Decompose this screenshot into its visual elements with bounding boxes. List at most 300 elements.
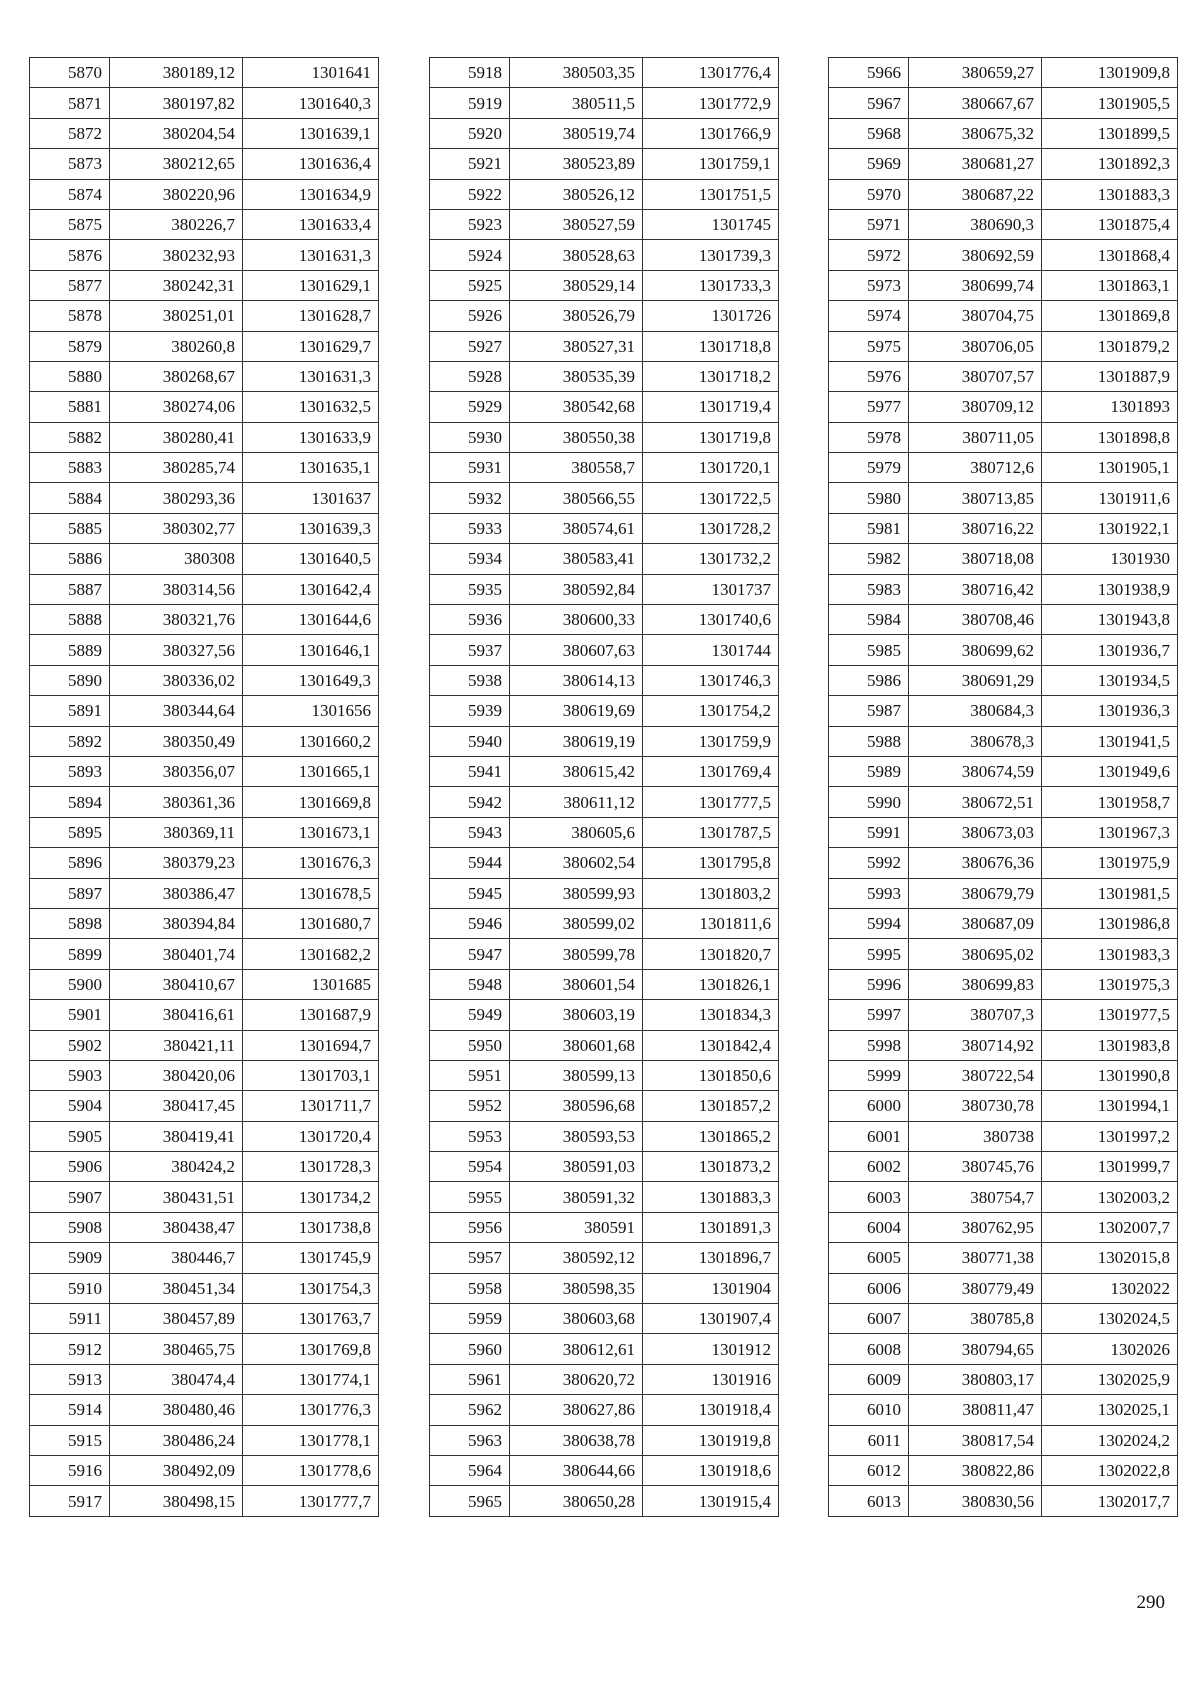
point-number-cell: 6001 — [829, 1121, 909, 1151]
y-coordinate-cell: 1301873,2 — [643, 1152, 779, 1182]
x-coordinate-cell: 380446,7 — [110, 1243, 243, 1273]
x-coordinate-cell: 380251,01 — [110, 301, 243, 331]
y-coordinate-cell: 1301922,1 — [1042, 513, 1178, 543]
x-coordinate-cell: 380327,56 — [110, 635, 243, 665]
table-row — [30, 726, 379, 756]
x-coordinate-cell: 380817,54 — [909, 1425, 1042, 1455]
x-coordinate-cell: 380681,27 — [909, 149, 1042, 179]
y-coordinate-cell: 1301776,4 — [643, 58, 779, 88]
point-number-cell: 5871 — [30, 88, 110, 118]
y-coordinate-cell: 1301892,3 — [1042, 149, 1178, 179]
point-number-cell: 5956 — [430, 1212, 510, 1242]
table-row — [430, 1304, 779, 1334]
x-coordinate-cell: 380615,42 — [510, 756, 643, 786]
coordinate-table-3 — [828, 57, 1178, 1517]
x-coordinate-cell: 380596,68 — [510, 1091, 643, 1121]
table-row — [430, 878, 779, 908]
point-number-cell: 5953 — [430, 1121, 510, 1151]
point-number-cell: 5999 — [829, 1060, 909, 1090]
table-row — [430, 301, 779, 331]
y-coordinate-cell: 1301711,7 — [243, 1091, 379, 1121]
y-coordinate-cell: 1301911,6 — [1042, 483, 1178, 513]
x-coordinate-cell: 380421,11 — [110, 1030, 243, 1060]
point-number-cell: 5960 — [430, 1334, 510, 1364]
x-coordinate-cell: 380644,66 — [510, 1455, 643, 1485]
table-row — [430, 1486, 779, 1516]
y-coordinate-cell: 1301938,9 — [1042, 574, 1178, 604]
y-coordinate-cell: 1301646,1 — [243, 635, 379, 665]
y-coordinate-cell: 1301631,3 — [243, 361, 379, 391]
x-coordinate-cell: 380574,61 — [510, 513, 643, 543]
point-number-cell: 5920 — [430, 118, 510, 148]
point-number-cell: 5907 — [30, 1182, 110, 1212]
x-coordinate-cell: 380302,77 — [110, 513, 243, 543]
y-coordinate-cell: 1301787,5 — [643, 817, 779, 847]
y-coordinate-cell: 1301629,7 — [243, 331, 379, 361]
table-row — [829, 240, 1178, 270]
table-row — [430, 1425, 779, 1455]
x-coordinate-cell: 380687,22 — [909, 179, 1042, 209]
table-row — [829, 1152, 1178, 1182]
y-coordinate-cell: 1301737 — [643, 574, 779, 604]
point-number-cell: 5921 — [430, 149, 510, 179]
table-row — [30, 1182, 379, 1212]
point-number-cell: 5906 — [30, 1152, 110, 1182]
y-coordinate-cell: 1301734,2 — [243, 1182, 379, 1212]
y-coordinate-cell: 1301685 — [243, 969, 379, 999]
point-number-cell: 5983 — [829, 574, 909, 604]
x-coordinate-cell: 380730,78 — [909, 1091, 1042, 1121]
y-coordinate-cell: 1301936,3 — [1042, 696, 1178, 726]
point-number-cell: 5962 — [430, 1395, 510, 1425]
y-coordinate-cell: 1301865,2 — [643, 1121, 779, 1151]
table-row — [30, 118, 379, 148]
x-coordinate-cell: 380526,12 — [510, 179, 643, 209]
y-coordinate-cell: 1301718,2 — [643, 361, 779, 391]
table-row — [30, 635, 379, 665]
point-number-cell: 5980 — [829, 483, 909, 513]
point-number-cell: 5874 — [30, 179, 110, 209]
point-number-cell: 5934 — [430, 544, 510, 574]
point-number-cell: 5895 — [30, 817, 110, 847]
y-coordinate-cell: 1301656 — [243, 696, 379, 726]
point-number-cell: 6011 — [829, 1425, 909, 1455]
table-row — [829, 331, 1178, 361]
y-coordinate-cell: 1301915,4 — [643, 1486, 779, 1516]
x-coordinate-cell: 380709,12 — [909, 392, 1042, 422]
point-number-cell: 5973 — [829, 270, 909, 300]
table-row — [30, 1091, 379, 1121]
point-number-cell: 5965 — [430, 1486, 510, 1516]
x-coordinate-cell: 380438,47 — [110, 1212, 243, 1242]
table-row — [430, 58, 779, 88]
x-coordinate-cell: 380369,11 — [110, 817, 243, 847]
y-coordinate-cell: 1301893 — [1042, 392, 1178, 422]
x-coordinate-cell: 380410,67 — [110, 969, 243, 999]
table-row — [30, 1304, 379, 1334]
table-row — [430, 726, 779, 756]
point-number-cell: 5898 — [30, 908, 110, 938]
table-row — [829, 1091, 1178, 1121]
y-coordinate-cell: 1301728,3 — [243, 1152, 379, 1182]
x-coordinate-cell: 380550,38 — [510, 422, 643, 452]
x-coordinate-cell: 380711,05 — [909, 422, 1042, 452]
point-number-cell: 5896 — [30, 848, 110, 878]
table-row — [430, 118, 779, 148]
y-coordinate-cell: 1301909,8 — [1042, 58, 1178, 88]
table-row — [829, 483, 1178, 513]
table-row — [829, 118, 1178, 148]
table-row — [829, 422, 1178, 452]
x-coordinate-cell: 380699,83 — [909, 969, 1042, 999]
x-coordinate-cell: 380605,6 — [510, 817, 643, 847]
y-coordinate-cell: 1301777,7 — [243, 1486, 379, 1516]
point-number-cell: 5880 — [30, 361, 110, 391]
table-row — [430, 1182, 779, 1212]
x-coordinate-cell: 380419,41 — [110, 1121, 243, 1151]
y-coordinate-cell: 1301899,5 — [1042, 118, 1178, 148]
table-row — [30, 483, 379, 513]
x-coordinate-cell: 380830,56 — [909, 1486, 1042, 1516]
point-number-cell: 5873 — [30, 149, 110, 179]
table-row — [30, 513, 379, 543]
y-coordinate-cell: 1302024,2 — [1042, 1425, 1178, 1455]
x-coordinate-cell: 380600,33 — [510, 605, 643, 635]
x-coordinate-cell: 380707,57 — [909, 361, 1042, 391]
x-coordinate-cell: 380528,63 — [510, 240, 643, 270]
point-number-cell: 5929 — [430, 392, 510, 422]
point-number-cell: 5875 — [30, 209, 110, 239]
table-row — [430, 240, 779, 270]
point-number-cell: 5903 — [30, 1060, 110, 1090]
x-coordinate-cell: 380738 — [909, 1121, 1042, 1151]
table-row — [430, 1243, 779, 1273]
x-coordinate-cell: 380285,74 — [110, 453, 243, 483]
x-coordinate-cell: 380593,53 — [510, 1121, 643, 1151]
x-coordinate-cell: 380356,07 — [110, 756, 243, 786]
point-number-cell: 5989 — [829, 756, 909, 786]
point-number-cell: 6008 — [829, 1334, 909, 1364]
table-row — [430, 696, 779, 726]
table-row — [829, 756, 1178, 786]
point-number-cell: 5985 — [829, 635, 909, 665]
table-row — [829, 817, 1178, 847]
point-number-cell: 5969 — [829, 149, 909, 179]
point-number-cell: 5878 — [30, 301, 110, 331]
point-number-cell: 6009 — [829, 1364, 909, 1394]
y-coordinate-cell: 1301977,5 — [1042, 1000, 1178, 1030]
x-coordinate-cell: 380498,15 — [110, 1486, 243, 1516]
table-row — [430, 361, 779, 391]
point-number-cell: 5990 — [829, 787, 909, 817]
table-row — [829, 361, 1178, 391]
x-coordinate-cell: 380803,17 — [909, 1364, 1042, 1394]
point-number-cell: 5939 — [430, 696, 510, 726]
table-row — [829, 1455, 1178, 1485]
point-number-cell: 6004 — [829, 1212, 909, 1242]
table-row — [30, 209, 379, 239]
y-coordinate-cell: 1301766,9 — [643, 118, 779, 148]
x-coordinate-cell: 380542,68 — [510, 392, 643, 422]
y-coordinate-cell: 1301649,3 — [243, 665, 379, 695]
table-row — [30, 574, 379, 604]
x-coordinate-cell: 380684,3 — [909, 696, 1042, 726]
x-coordinate-cell: 380197,82 — [110, 88, 243, 118]
x-coordinate-cell: 380650,28 — [510, 1486, 643, 1516]
table-row — [829, 574, 1178, 604]
y-coordinate-cell: 1301975,3 — [1042, 969, 1178, 999]
table-row — [30, 240, 379, 270]
point-number-cell: 5946 — [430, 908, 510, 938]
point-number-cell: 5913 — [30, 1364, 110, 1394]
point-number-cell: 5876 — [30, 240, 110, 270]
x-coordinate-cell: 380667,67 — [909, 88, 1042, 118]
point-number-cell: 6005 — [829, 1243, 909, 1273]
point-number-cell: 5998 — [829, 1030, 909, 1060]
point-number-cell: 5917 — [30, 1486, 110, 1516]
point-number-cell: 5928 — [430, 361, 510, 391]
point-number-cell: 6002 — [829, 1152, 909, 1182]
x-coordinate-cell: 380599,13 — [510, 1060, 643, 1090]
coordinate-table-body — [430, 58, 779, 1517]
table-row — [829, 1304, 1178, 1334]
table-row — [30, 544, 379, 574]
x-coordinate-cell: 380659,27 — [909, 58, 1042, 88]
table-row — [829, 1182, 1178, 1212]
x-coordinate-cell: 380535,39 — [510, 361, 643, 391]
y-coordinate-cell: 1302025,9 — [1042, 1364, 1178, 1394]
y-coordinate-cell: 1301678,5 — [243, 878, 379, 908]
y-coordinate-cell: 1301637 — [243, 483, 379, 513]
table-row — [430, 209, 779, 239]
point-number-cell: 5995 — [829, 939, 909, 969]
y-coordinate-cell: 1301680,7 — [243, 908, 379, 938]
point-number-cell: 5942 — [430, 787, 510, 817]
y-coordinate-cell: 1301687,9 — [243, 1000, 379, 1030]
x-coordinate-cell: 380673,03 — [909, 817, 1042, 847]
table-row — [430, 422, 779, 452]
y-coordinate-cell: 1301857,2 — [643, 1091, 779, 1121]
point-number-cell: 5975 — [829, 331, 909, 361]
y-coordinate-cell: 1301883,3 — [1042, 179, 1178, 209]
y-coordinate-cell: 1301918,6 — [643, 1455, 779, 1485]
point-number-cell: 5894 — [30, 787, 110, 817]
point-number-cell: 6003 — [829, 1182, 909, 1212]
point-number-cell: 5924 — [430, 240, 510, 270]
table-row — [829, 1364, 1178, 1394]
point-number-cell: 5944 — [430, 848, 510, 878]
coordinate-table-2 — [429, 57, 779, 1517]
table-row — [430, 1152, 779, 1182]
table-row — [30, 1243, 379, 1273]
y-coordinate-cell: 1301720,1 — [643, 453, 779, 483]
x-coordinate-cell: 380612,61 — [510, 1334, 643, 1364]
table-row — [829, 1425, 1178, 1455]
y-coordinate-cell: 1301891,3 — [643, 1212, 779, 1242]
point-number-cell: 5923 — [430, 209, 510, 239]
table-row — [430, 331, 779, 361]
y-coordinate-cell: 1301936,7 — [1042, 635, 1178, 665]
y-coordinate-cell: 1301744 — [643, 635, 779, 665]
table-row — [829, 301, 1178, 331]
x-coordinate-cell: 380492,09 — [110, 1455, 243, 1485]
table-row — [30, 1030, 379, 1060]
y-coordinate-cell: 1302026 — [1042, 1334, 1178, 1364]
x-coordinate-cell: 380321,76 — [110, 605, 243, 635]
y-coordinate-cell: 1301665,1 — [243, 756, 379, 786]
x-coordinate-cell: 380591,03 — [510, 1152, 643, 1182]
table-row — [30, 908, 379, 938]
y-coordinate-cell: 1301772,9 — [643, 88, 779, 118]
point-number-cell: 5940 — [430, 726, 510, 756]
page-number: 290 — [1136, 1592, 1165, 1613]
y-coordinate-cell: 1301631,3 — [243, 240, 379, 270]
y-coordinate-cell: 1301975,9 — [1042, 848, 1178, 878]
table-row — [829, 88, 1178, 118]
point-number-cell: 5890 — [30, 665, 110, 695]
table-row — [30, 1395, 379, 1425]
y-coordinate-cell: 1301912 — [643, 1334, 779, 1364]
point-number-cell: 5919 — [430, 88, 510, 118]
table-row — [430, 605, 779, 635]
y-coordinate-cell: 1301930 — [1042, 544, 1178, 574]
y-coordinate-cell: 1301997,2 — [1042, 1121, 1178, 1151]
x-coordinate-cell: 380260,8 — [110, 331, 243, 361]
table-row — [829, 1334, 1178, 1364]
y-coordinate-cell: 1301983,3 — [1042, 939, 1178, 969]
table-row — [30, 1364, 379, 1394]
y-coordinate-cell: 1301875,4 — [1042, 209, 1178, 239]
x-coordinate-cell: 380676,36 — [909, 848, 1042, 878]
x-coordinate-cell: 380674,59 — [909, 756, 1042, 786]
point-number-cell: 5930 — [430, 422, 510, 452]
table-row — [30, 756, 379, 786]
y-coordinate-cell: 1301634,9 — [243, 179, 379, 209]
point-number-cell: 5922 — [430, 179, 510, 209]
table-row — [30, 1060, 379, 1090]
x-coordinate-cell: 380242,31 — [110, 270, 243, 300]
table-row — [430, 908, 779, 938]
y-coordinate-cell: 1302024,5 — [1042, 1304, 1178, 1334]
y-coordinate-cell: 1302022,8 — [1042, 1455, 1178, 1485]
x-coordinate-cell: 380603,19 — [510, 1000, 643, 1030]
coordinate-table-body — [30, 58, 379, 1517]
y-coordinate-cell: 1301778,1 — [243, 1425, 379, 1455]
x-coordinate-cell: 380794,65 — [909, 1334, 1042, 1364]
table-row — [829, 848, 1178, 878]
point-number-cell: 5984 — [829, 605, 909, 635]
table-row — [430, 179, 779, 209]
point-number-cell: 5968 — [829, 118, 909, 148]
x-coordinate-cell: 380706,05 — [909, 331, 1042, 361]
x-coordinate-cell: 380638,78 — [510, 1425, 643, 1455]
x-coordinate-cell: 380690,3 — [909, 209, 1042, 239]
x-coordinate-cell: 380226,7 — [110, 209, 243, 239]
y-coordinate-cell: 1301803,2 — [643, 878, 779, 908]
x-coordinate-cell: 380401,74 — [110, 939, 243, 969]
y-coordinate-cell: 1301763,7 — [243, 1304, 379, 1334]
table-row — [430, 392, 779, 422]
point-number-cell: 5996 — [829, 969, 909, 999]
point-number-cell: 5991 — [829, 817, 909, 847]
x-coordinate-cell: 380599,78 — [510, 939, 643, 969]
table-row — [30, 392, 379, 422]
y-coordinate-cell: 1301879,2 — [1042, 331, 1178, 361]
table-row — [829, 878, 1178, 908]
point-number-cell: 5971 — [829, 209, 909, 239]
y-coordinate-cell: 1301720,4 — [243, 1121, 379, 1151]
table-row — [430, 574, 779, 604]
point-number-cell: 5958 — [430, 1273, 510, 1303]
x-coordinate-cell: 380675,32 — [909, 118, 1042, 148]
x-coordinate-cell: 380558,7 — [510, 453, 643, 483]
point-number-cell: 5951 — [430, 1060, 510, 1090]
x-coordinate-cell: 380614,13 — [510, 665, 643, 695]
y-coordinate-cell: 1301673,1 — [243, 817, 379, 847]
y-coordinate-cell: 1301751,5 — [643, 179, 779, 209]
y-coordinate-cell: 1301999,7 — [1042, 1152, 1178, 1182]
y-coordinate-cell: 1301754,3 — [243, 1273, 379, 1303]
x-coordinate-cell: 380692,59 — [909, 240, 1042, 270]
y-coordinate-cell: 1301820,7 — [643, 939, 779, 969]
x-coordinate-cell: 380527,59 — [510, 209, 643, 239]
x-coordinate-cell: 380716,42 — [909, 574, 1042, 604]
x-coordinate-cell: 380601,54 — [510, 969, 643, 999]
table-row — [30, 270, 379, 300]
point-number-cell: 5954 — [430, 1152, 510, 1182]
x-coordinate-cell: 380293,36 — [110, 483, 243, 513]
y-coordinate-cell: 1301981,5 — [1042, 878, 1178, 908]
table-row — [430, 483, 779, 513]
point-number-cell: 5926 — [430, 301, 510, 331]
x-coordinate-cell: 380232,93 — [110, 240, 243, 270]
y-coordinate-cell: 1302025,1 — [1042, 1395, 1178, 1425]
point-number-cell: 5901 — [30, 1000, 110, 1030]
x-coordinate-cell: 380350,49 — [110, 726, 243, 756]
x-coordinate-cell: 380691,29 — [909, 665, 1042, 695]
y-coordinate-cell: 1301949,6 — [1042, 756, 1178, 786]
table-row — [430, 1121, 779, 1151]
y-coordinate-cell: 1301642,4 — [243, 574, 379, 604]
y-coordinate-cell: 1301905,1 — [1042, 453, 1178, 483]
y-coordinate-cell: 1301811,6 — [643, 908, 779, 938]
table-row — [829, 1395, 1178, 1425]
x-coordinate-cell: 380603,68 — [510, 1304, 643, 1334]
x-coordinate-cell: 380672,51 — [909, 787, 1042, 817]
y-coordinate-cell: 1301633,4 — [243, 209, 379, 239]
point-number-cell: 5892 — [30, 726, 110, 756]
x-coordinate-cell: 380771,38 — [909, 1243, 1042, 1273]
table-row — [430, 1000, 779, 1030]
x-coordinate-cell: 380465,75 — [110, 1334, 243, 1364]
x-coordinate-cell: 380416,61 — [110, 1000, 243, 1030]
point-number-cell: 5937 — [430, 635, 510, 665]
point-number-cell: 5981 — [829, 513, 909, 543]
x-coordinate-cell: 380687,09 — [909, 908, 1042, 938]
table-row — [430, 1060, 779, 1090]
point-number-cell: 5877 — [30, 270, 110, 300]
x-coordinate-cell: 380722,54 — [909, 1060, 1042, 1090]
y-coordinate-cell: 1301733,3 — [643, 270, 779, 300]
y-coordinate-cell: 1301669,8 — [243, 787, 379, 817]
point-number-cell: 5955 — [430, 1182, 510, 1212]
y-coordinate-cell: 1301919,8 — [643, 1425, 779, 1455]
x-coordinate-cell: 380592,12 — [510, 1243, 643, 1273]
table-row — [829, 635, 1178, 665]
x-coordinate-cell: 380344,64 — [110, 696, 243, 726]
point-number-cell: 5902 — [30, 1030, 110, 1060]
x-coordinate-cell: 380274,06 — [110, 392, 243, 422]
